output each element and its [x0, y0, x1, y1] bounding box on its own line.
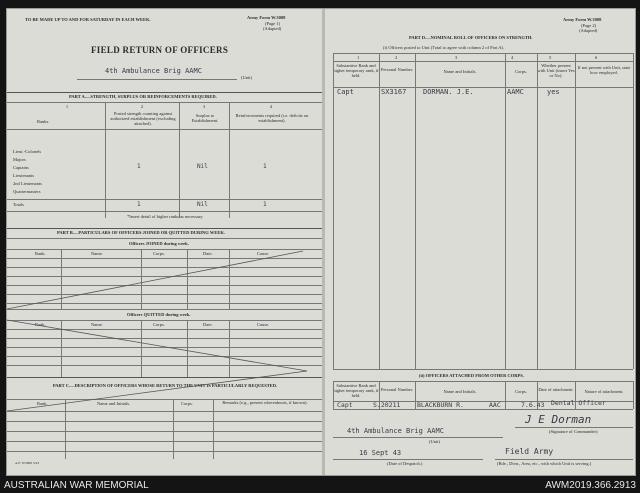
- joined-col-date: Date.: [203, 251, 213, 256]
- unit-label: (Unit): [241, 75, 252, 80]
- att-col-rank: Substantive Rank and higher temporary rank, if held.: [333, 383, 379, 398]
- totals-surplus: Nil: [197, 201, 208, 208]
- d-col-employed: If not present with Unit, state how employed.: [577, 65, 631, 75]
- entry-corps: AAMC: [507, 88, 524, 96]
- joined-heading: Officers JOINED during week.: [129, 241, 189, 246]
- att-entry-nature: Dental Officer: [551, 399, 606, 407]
- right-adapted: (Adapted): [579, 28, 598, 33]
- d-col-num-2: 2: [395, 55, 398, 60]
- part-a-heading: PART A.—STRENGTH, SURPLUS OR REINFORCEMENTS REQUIRED.: [69, 94, 217, 99]
- part-a-footnote: *Insert detail of higher ranks as necessary.: [127, 214, 204, 219]
- entry-present: yes: [547, 88, 560, 96]
- part-c-col-name: Name and Initials.: [97, 401, 131, 406]
- totals-reinforcements: 1: [263, 201, 267, 208]
- quitted-col-rank: Rank.: [35, 322, 46, 327]
- joined-col-cause: Cause.: [257, 251, 270, 256]
- quitted-col-date: Date.: [203, 322, 213, 327]
- left-adapted: (Adapted): [263, 26, 282, 31]
- d-col-num-4: 4: [511, 55, 514, 60]
- date-hand: 16 Sept 43: [359, 449, 402, 457]
- joined-col-name: Name.: [91, 251, 103, 256]
- date-label: (Date of Despatch.): [387, 461, 423, 466]
- d-col-num-3: 3: [455, 55, 458, 60]
- col-num-1: 1: [65, 104, 69, 109]
- signature: J E Dorman: [525, 413, 592, 426]
- totals-label: Totals: [13, 202, 24, 207]
- top-instruction: TO BE MADE UP TO AND FOR SATURDAY IN EACH WEEK.: [25, 17, 151, 22]
- att-col-corps: Corps.: [515, 389, 527, 394]
- joined-col-rank: Rank.: [35, 251, 46, 256]
- archive-name: AUSTRALIAN WAR MEMORIAL: [4, 480, 149, 491]
- surplus-header: Surplus to Establishment.: [191, 113, 219, 123]
- att-col-date: Date of attachment.: [538, 387, 574, 392]
- ranks-header: Ranks.: [37, 119, 50, 124]
- part-c-heading: PART C.—DESCRIPTION OF OFFICERS WHOSE RETURN TO THE UNIT IS PARTICULARLY REQUESTED.: [52, 383, 278, 388]
- form-title: FIELD RETURN OF OFFICERS: [91, 45, 229, 55]
- entry-number: SX3167: [381, 88, 407, 96]
- part-b-heading: PART B.—PARTICULARS OF OFFICERS JOINED OR QUITTED DURING WEEK.: [57, 230, 225, 235]
- joined-col-corps: Corps.: [153, 251, 165, 256]
- captains-surplus: Nil: [197, 163, 208, 170]
- d-col-present: Whether present with Unit (insert Yes or No).: [537, 63, 575, 78]
- reinforcements-header: Reinforcements required (i.e. deficits on establishment).: [235, 113, 309, 123]
- quitted-heading: Officers QUITTED during week.: [127, 312, 191, 317]
- quitted-col-name: Name.: [91, 322, 103, 327]
- part-c-col-corps: Corps.: [181, 401, 193, 406]
- att-col-nature: Nature of attachment.: [584, 389, 624, 394]
- signature-label: (Signature of Commander): [549, 429, 598, 434]
- totals-strength: 1: [137, 201, 141, 208]
- att-entry-rank: Capt: [337, 401, 353, 409]
- d-col-num-6: 6: [595, 55, 598, 60]
- col-num-3: 3: [202, 104, 206, 109]
- rank-2nd-lieutenants: 2nd Lieutenants: [13, 181, 42, 186]
- right-page-note: (Page 2): [581, 23, 597, 28]
- left-page-note: (Page 1): [265, 21, 281, 26]
- rank-quartermasters: Quartermasters: [13, 189, 41, 194]
- rank-majors: Majors: [13, 157, 26, 162]
- d-col-num-5: 5: [549, 55, 552, 60]
- col-num-2: 2: [140, 104, 144, 109]
- left-form-number: Army Form W.3008: [247, 15, 286, 20]
- unit-hand: 4th Ambulance Brig AAMC: [347, 427, 444, 435]
- att-entry-corps: AAC: [489, 401, 501, 409]
- right-form-number: Army Form W.3008: [563, 17, 602, 22]
- part-d-heading: PART D.—NOMINAL ROLL OF OFFICERS ON STRENGTH.: [409, 35, 533, 40]
- att-col-number: Personal Number.: [380, 387, 414, 392]
- unit-handwritten: 4th Ambulance Brig AAMC: [105, 67, 202, 75]
- quitted-col-cause: Cause.: [257, 322, 270, 327]
- d-col-corps: Corps.: [515, 69, 527, 74]
- printer-code: A.F. W3008 5/43: [15, 461, 40, 465]
- d-col-num-1: 1: [357, 55, 360, 60]
- rank-captains: Captains: [13, 165, 29, 170]
- part-c-col-rank: Rank.: [37, 401, 48, 406]
- rank-lieut-colonels: Lieut.-Colonels: [13, 149, 42, 154]
- d-col-rank: Substantive Rank and higher temporary rank, if held.: [333, 63, 379, 78]
- att-entry-number: S.20211: [373, 401, 401, 409]
- att-entry-name: BLACKBURN R.: [417, 401, 464, 409]
- att-col-name: Name and Initials.: [443, 389, 477, 394]
- captains-strength: 1: [137, 163, 141, 170]
- strike-lines: [7, 9, 323, 475]
- form-sheet: [6, 8, 636, 476]
- captains-reinforcements: 1: [263, 163, 267, 170]
- entry-rank: Capt: [337, 88, 354, 96]
- d-col-name: Name and Initials.: [443, 69, 477, 74]
- place-label: (Bde., Divn., Area, etc., with which Unit is serving.): [497, 461, 592, 466]
- unit-label-right: (Unit): [429, 439, 440, 444]
- archive-caption-bar: [0, 478, 640, 493]
- col-num-4: 4: [269, 104, 273, 109]
- att-entry-date: 7.6.43: [521, 401, 545, 409]
- d-col-number: Personal Number.: [380, 67, 414, 72]
- rank-lieutenants: Lieutenants: [13, 173, 34, 178]
- right-page: [325, 9, 635, 475]
- archive-reference: AWM2019.366.2913: [545, 480, 636, 491]
- entry-name: DORMAN. J.E.: [423, 88, 474, 96]
- place-hand: Field Army: [505, 447, 554, 456]
- part-d-sub-ii: (ii) OFFICERS ATTACHED FROM OTHER CORPS.: [419, 373, 524, 378]
- posted-strength-header: Posted strength counting against authorized establishment (excluding attached).: [110, 111, 176, 126]
- left-page: [7, 9, 323, 475]
- quitted-col-corps: Corps.: [153, 322, 165, 327]
- part-d-sub-i: (i) Officers posted to Unit (Total to agree with column 2 of Part A).: [383, 45, 505, 50]
- part-c-col-remarks: Remarks (e.g., present whereabouts, if known).: [222, 400, 308, 405]
